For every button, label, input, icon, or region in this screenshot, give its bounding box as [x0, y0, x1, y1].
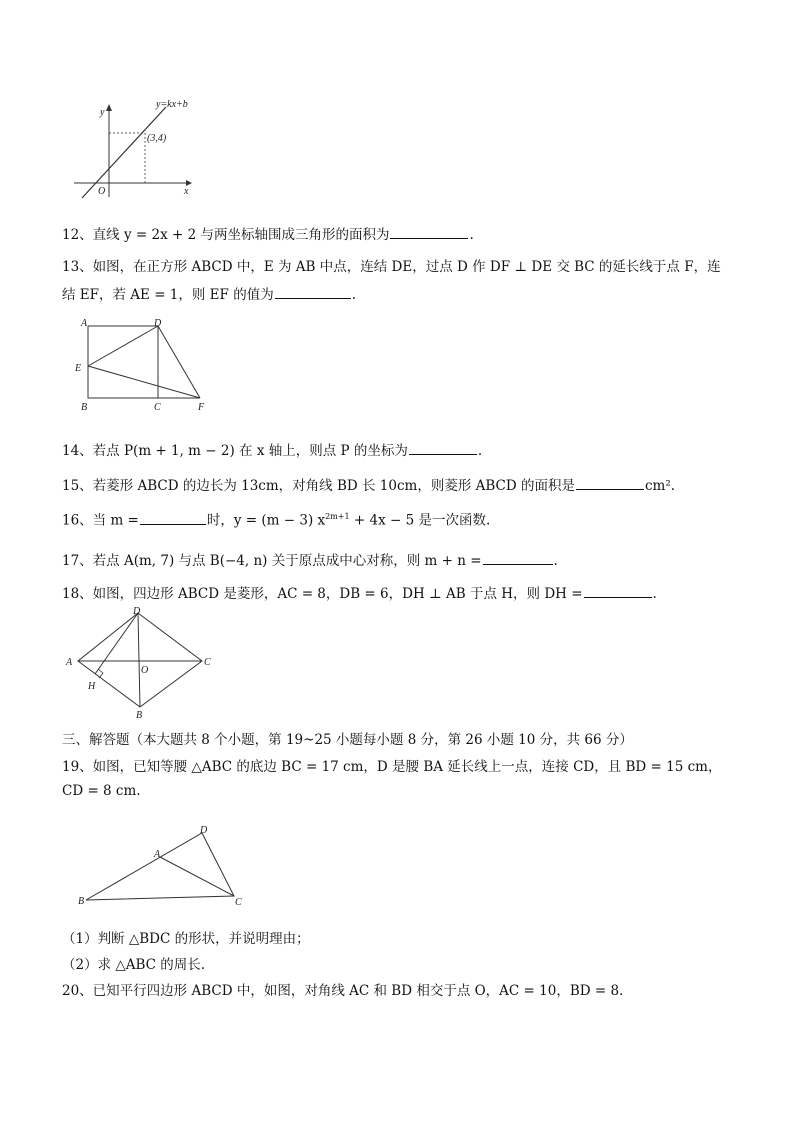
question-12 — [62, 224, 474, 244]
question-16-pre: 16、当 m = — [62, 512, 139, 529]
question-16 — [62, 508, 490, 530]
question-17-text: 17、若点 A(m, 7) 与点 B(−4, n) 关于原点成中心对称，则 m + n = — [62, 553, 482, 569]
label-D: D — [154, 318, 162, 329]
question-end: . — [553, 553, 558, 569]
y-axis-label: y — [100, 107, 105, 118]
answer-blank — [140, 510, 206, 525]
unit: cm² — [644, 478, 671, 494]
answer-blank — [390, 224, 468, 239]
label-B: B — [78, 896, 85, 907]
segment-DH — [95, 613, 138, 674]
section-3-text: 三、解答题（本大题共 8 个小题，第 19~25 小题每小题 8 分，第 26 小题 10 分，共 66 分） — [62, 732, 633, 748]
square-outline — [88, 326, 158, 398]
question-end: . — [652, 586, 657, 602]
y-axis-arrow — [106, 104, 112, 111]
label-D: D — [200, 825, 208, 836]
line-label: y=kx+b — [156, 99, 188, 110]
label-A: A — [81, 318, 88, 329]
section-3-title — [62, 731, 633, 749]
answer-blank — [576, 475, 644, 490]
question-13-text: 13、如图，在正方形 ABCD 中，E 为 AB 中点，连结 DE，过点 D 作 DF ⊥ DE 交 BC 的延长线于点 F，连 — [62, 259, 721, 275]
question-19-sub-2-text: （2）求 △ABC 的周长. — [62, 957, 206, 973]
question-19-text: 19、如图，已知等腰 △ABC 的底边 BC = 17 cm，D 是腰 BA 延长线上一点，连接 CD，且 BD = 15 cm， — [62, 759, 722, 775]
answer-blank — [584, 583, 652, 598]
segment-AC — [160, 857, 234, 896]
question-18 — [62, 583, 657, 603]
question-16-post: + 4x − 5 是一次函数. — [349, 512, 491, 529]
rhombus-figure — [62, 605, 222, 721]
label-C: C — [235, 897, 242, 908]
question-end: . — [670, 478, 676, 494]
square-figure — [72, 316, 222, 416]
label-E: E — [75, 363, 82, 374]
point-label: (3,4) — [147, 133, 167, 144]
question-18-text: 18、如图，四边形 ABCD 是菱形，AC = 8，DB = 6，DH ⊥ AB 于点 H，则 DH = — [62, 586, 583, 602]
diagonal-BD — [138, 613, 140, 707]
label-B: B — [136, 710, 143, 721]
question-13-line-1 — [62, 258, 721, 276]
question-15 — [62, 475, 675, 495]
question-16-mid: 时，y = (m − 3) x — [206, 512, 326, 529]
question-15-text: 15、若菱形 ABCD 的边长为 13cm，对角线 BD 长 10cm，则菱形 ABCD 的面积是 — [62, 478, 575, 494]
answer-blank — [409, 440, 477, 455]
question-19-text-2: CD = 8 cm. — [62, 783, 141, 799]
label-C: C — [154, 402, 161, 413]
triangle-BDC — [86, 833, 234, 900]
triangle-figure — [74, 820, 254, 912]
question-17 — [62, 550, 558, 570]
question-19-line-2 — [62, 782, 141, 800]
question-19-line-1 — [62, 758, 721, 776]
linear-function-figure — [62, 95, 202, 200]
label-C: C — [204, 657, 211, 668]
question-20-text: 20、已知平行四边形 ABCD 中，如图，对角线 AC 和 BD 相交于点 O，AC = 10，BD = 8. — [62, 983, 624, 999]
label-D: D — [133, 606, 141, 617]
segment-EF — [88, 366, 200, 398]
question-end: . — [351, 287, 356, 303]
graph-line — [82, 107, 166, 198]
question-20 — [62, 982, 623, 1000]
label-F: F — [198, 402, 205, 413]
question-14-text: 14、若点 P(m + 1, m − 2) 在 x 轴上，则点 P 的坐标为 — [62, 443, 408, 459]
question-12-text: 12、直线 y = 2x + 2 与两坐标轴围成三角形的面积为 — [62, 227, 390, 243]
segment-ED — [88, 326, 158, 366]
question-13-text-2: 结 EF，若 AE = 1，则 EF 的值为 — [62, 287, 274, 303]
label-A: A — [154, 849, 161, 860]
question-19-sub-2 — [62, 956, 205, 974]
question-14 — [62, 440, 482, 460]
question-end: . — [477, 443, 483, 459]
question-19-sub-1 — [62, 930, 310, 948]
segment-DF — [158, 326, 200, 398]
label-H: H — [88, 681, 96, 692]
question-13-line-2 — [62, 284, 356, 304]
question-end: . — [469, 227, 474, 243]
answer-blank — [275, 284, 351, 299]
answer-blank — [483, 550, 553, 565]
question-19-sub-1-text: （1）判断 △BDC 的形状，并说明理由； — [62, 931, 310, 947]
label-B: B — [81, 402, 88, 413]
label-O: O — [141, 665, 149, 676]
x-axis-label: x — [184, 186, 189, 197]
origin-label: O — [98, 186, 106, 197]
label-A: A — [66, 657, 73, 668]
exponent: 2m+1 — [325, 512, 350, 521]
